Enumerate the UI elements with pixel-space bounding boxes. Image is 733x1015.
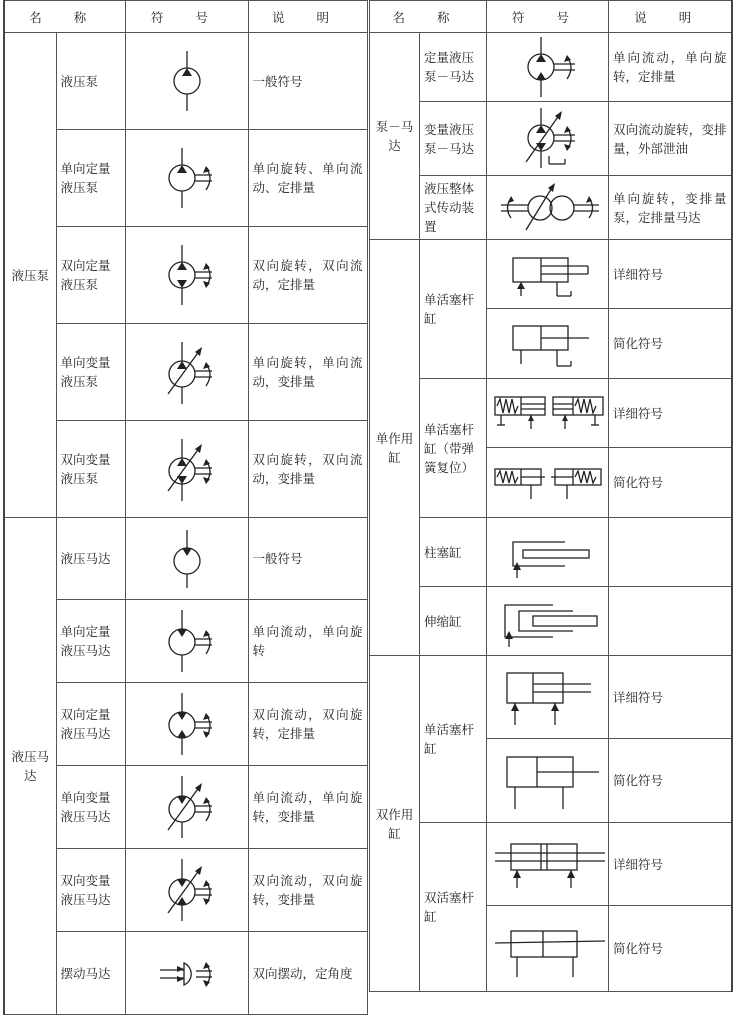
pump-general-icon <box>132 41 242 121</box>
symbol-cell <box>125 766 248 849</box>
row-desc: 简化符号 <box>609 739 732 823</box>
symbol-cell <box>125 130 248 227</box>
row-name: 变量液压泵－马达 <box>420 102 487 176</box>
header-desc: 说 明 <box>609 1 732 33</box>
symbol-cell <box>487 518 609 587</box>
header-desc: 说 明 <box>248 1 367 33</box>
symbol-cell <box>487 176 609 240</box>
single-rod-cylinder-simple-icon <box>493 314 603 374</box>
symbol-cell <box>125 932 248 1015</box>
double-rod-cylinder-detail-icon <box>491 826 609 902</box>
unidirectional-variable-pump-icon <box>132 332 242 412</box>
spring-return-cylinder-simple-icon <box>491 453 609 513</box>
row-desc: 一般符号 <box>248 518 367 600</box>
header-symbol: 符 号 <box>487 1 609 33</box>
right-symbol-table <box>369 0 733 992</box>
symbol-cell <box>487 240 609 309</box>
row-desc: 单向流动，单向旋转，定排量 <box>609 33 732 102</box>
row-desc: 双向流动，双向旋转，定排量 <box>248 683 367 766</box>
row-desc: 简化符号 <box>609 906 732 992</box>
row-desc: 详细符号 <box>609 379 732 448</box>
symbol-cell <box>487 823 609 906</box>
variable-pump-motor-icon <box>493 104 603 174</box>
row-desc: 单向流动，单向旋转 <box>248 600 367 683</box>
symbol-cell <box>487 33 609 102</box>
fixed-pump-motor-icon <box>493 35 603 99</box>
row-name: 单向变量液压泵 <box>56 324 125 421</box>
symbol-cell <box>125 600 248 683</box>
row-name: 单向定量液压马达 <box>56 600 125 683</box>
integral-transmission-icon <box>491 178 609 238</box>
row-name: 伸缩缸 <box>420 587 487 656</box>
row-desc: 单向旋转，单向流动，变排量 <box>248 324 367 421</box>
row-name: 双向变量液压泵 <box>56 421 125 518</box>
symbol-cell <box>487 587 609 656</box>
symbol-cell <box>125 227 248 324</box>
row-name: 双向定量液压马达 <box>56 683 125 766</box>
bidirectional-variable-motor-icon <box>132 853 242 927</box>
row-name: 单活塞杆缸（带弹簧复位） <box>420 379 487 518</box>
header-symbol: 符 号 <box>125 1 248 33</box>
row-name: 双活塞杆缸 <box>420 823 487 992</box>
row-name: 双向定量液压泵 <box>56 227 125 324</box>
single-rod-cylinder-detail-icon <box>493 244 603 304</box>
double-rod-cylinder-simple-icon <box>491 911 609 987</box>
row-name: 单活塞杆缸 <box>420 240 487 379</box>
row-desc: 详细符号 <box>609 656 732 739</box>
row-desc: 简化符号 <box>609 309 732 379</box>
symbol-cell <box>125 849 248 932</box>
row-desc: 单向流动，单向旋转，变排量 <box>248 766 367 849</box>
row-desc: 详细符号 <box>609 823 732 906</box>
symbol-cell <box>487 448 609 518</box>
row-name: 摆动马达 <box>56 932 125 1015</box>
bidirectional-fixed-motor-icon <box>132 687 242 761</box>
row-desc <box>609 518 732 587</box>
symbol-cell <box>487 379 609 448</box>
row-desc: 一般符号 <box>248 33 367 130</box>
row-name: 单向变量液压马达 <box>56 766 125 849</box>
double-acting-single-rod-simple-icon <box>493 743 603 819</box>
row-desc: 双向旋转，双向流动，变排量 <box>248 421 367 518</box>
symbol-cell <box>125 518 248 600</box>
row-name: 柱塞缸 <box>420 518 487 587</box>
motor-general-icon <box>132 522 242 596</box>
symbol-cell <box>487 309 609 379</box>
plunger-cylinder-icon <box>493 522 603 582</box>
category-pump: 液压泵 <box>4 33 56 518</box>
telescopic-cylinder-icon <box>493 591 603 651</box>
unidirectional-fixed-motor-icon <box>132 604 242 678</box>
bidirectional-variable-pump-icon <box>132 429 242 509</box>
row-desc <box>609 587 732 656</box>
symbol-cell <box>125 421 248 518</box>
row-desc: 双向流动，双向旋转，变排量 <box>248 849 367 932</box>
row-desc: 双向旋转，双向流动，定排量 <box>248 227 367 324</box>
category-motor: 液压马达 <box>4 518 56 1015</box>
left-symbol-table <box>3 0 368 1015</box>
swing-motor-icon <box>132 936 242 1010</box>
symbol-cell <box>125 33 248 130</box>
bidirectional-fixed-pump-icon <box>132 235 242 315</box>
symbol-cell <box>487 906 609 992</box>
category-pump-motor: 泵－马达 <box>370 33 420 240</box>
symbol-cell <box>487 102 609 176</box>
double-acting-single-rod-detail-icon <box>493 659 603 735</box>
unidirectional-variable-motor-icon <box>132 770 242 844</box>
category-double-acting: 双作用缸 <box>370 656 420 992</box>
row-desc: 双向摆动，定角度 <box>248 932 367 1015</box>
row-name: 液压马达 <box>56 518 125 600</box>
symbol-cell <box>125 683 248 766</box>
category-single-acting: 单作用缸 <box>370 240 420 656</box>
unidirectional-fixed-pump-icon <box>132 138 242 218</box>
header-name: 名 称 <box>370 1 487 33</box>
row-name: 双向变量液压马达 <box>56 849 125 932</box>
spring-return-cylinder-detail-icon <box>491 383 609 443</box>
row-name: 单向定量液压泵 <box>56 130 125 227</box>
symbol-cell <box>487 656 609 739</box>
row-desc: 简化符号 <box>609 448 732 518</box>
row-name: 液压泵 <box>56 33 125 130</box>
symbol-cell <box>125 324 248 421</box>
row-name: 液压整体式传动装置 <box>420 176 487 240</box>
row-name: 定量液压泵－马达 <box>420 33 487 102</box>
header-name: 名 称 <box>4 1 125 33</box>
row-desc: 双向流动旋转，变排量，外部泄油 <box>609 102 732 176</box>
row-name: 单活塞杆缸 <box>420 656 487 823</box>
row-desc: 详细符号 <box>609 240 732 309</box>
symbol-cell <box>487 739 609 823</box>
row-desc: 单向旋转、单向流动、定排量 <box>248 130 367 227</box>
row-desc: 单向旋转，变排量泵，定排量马达 <box>609 176 732 240</box>
